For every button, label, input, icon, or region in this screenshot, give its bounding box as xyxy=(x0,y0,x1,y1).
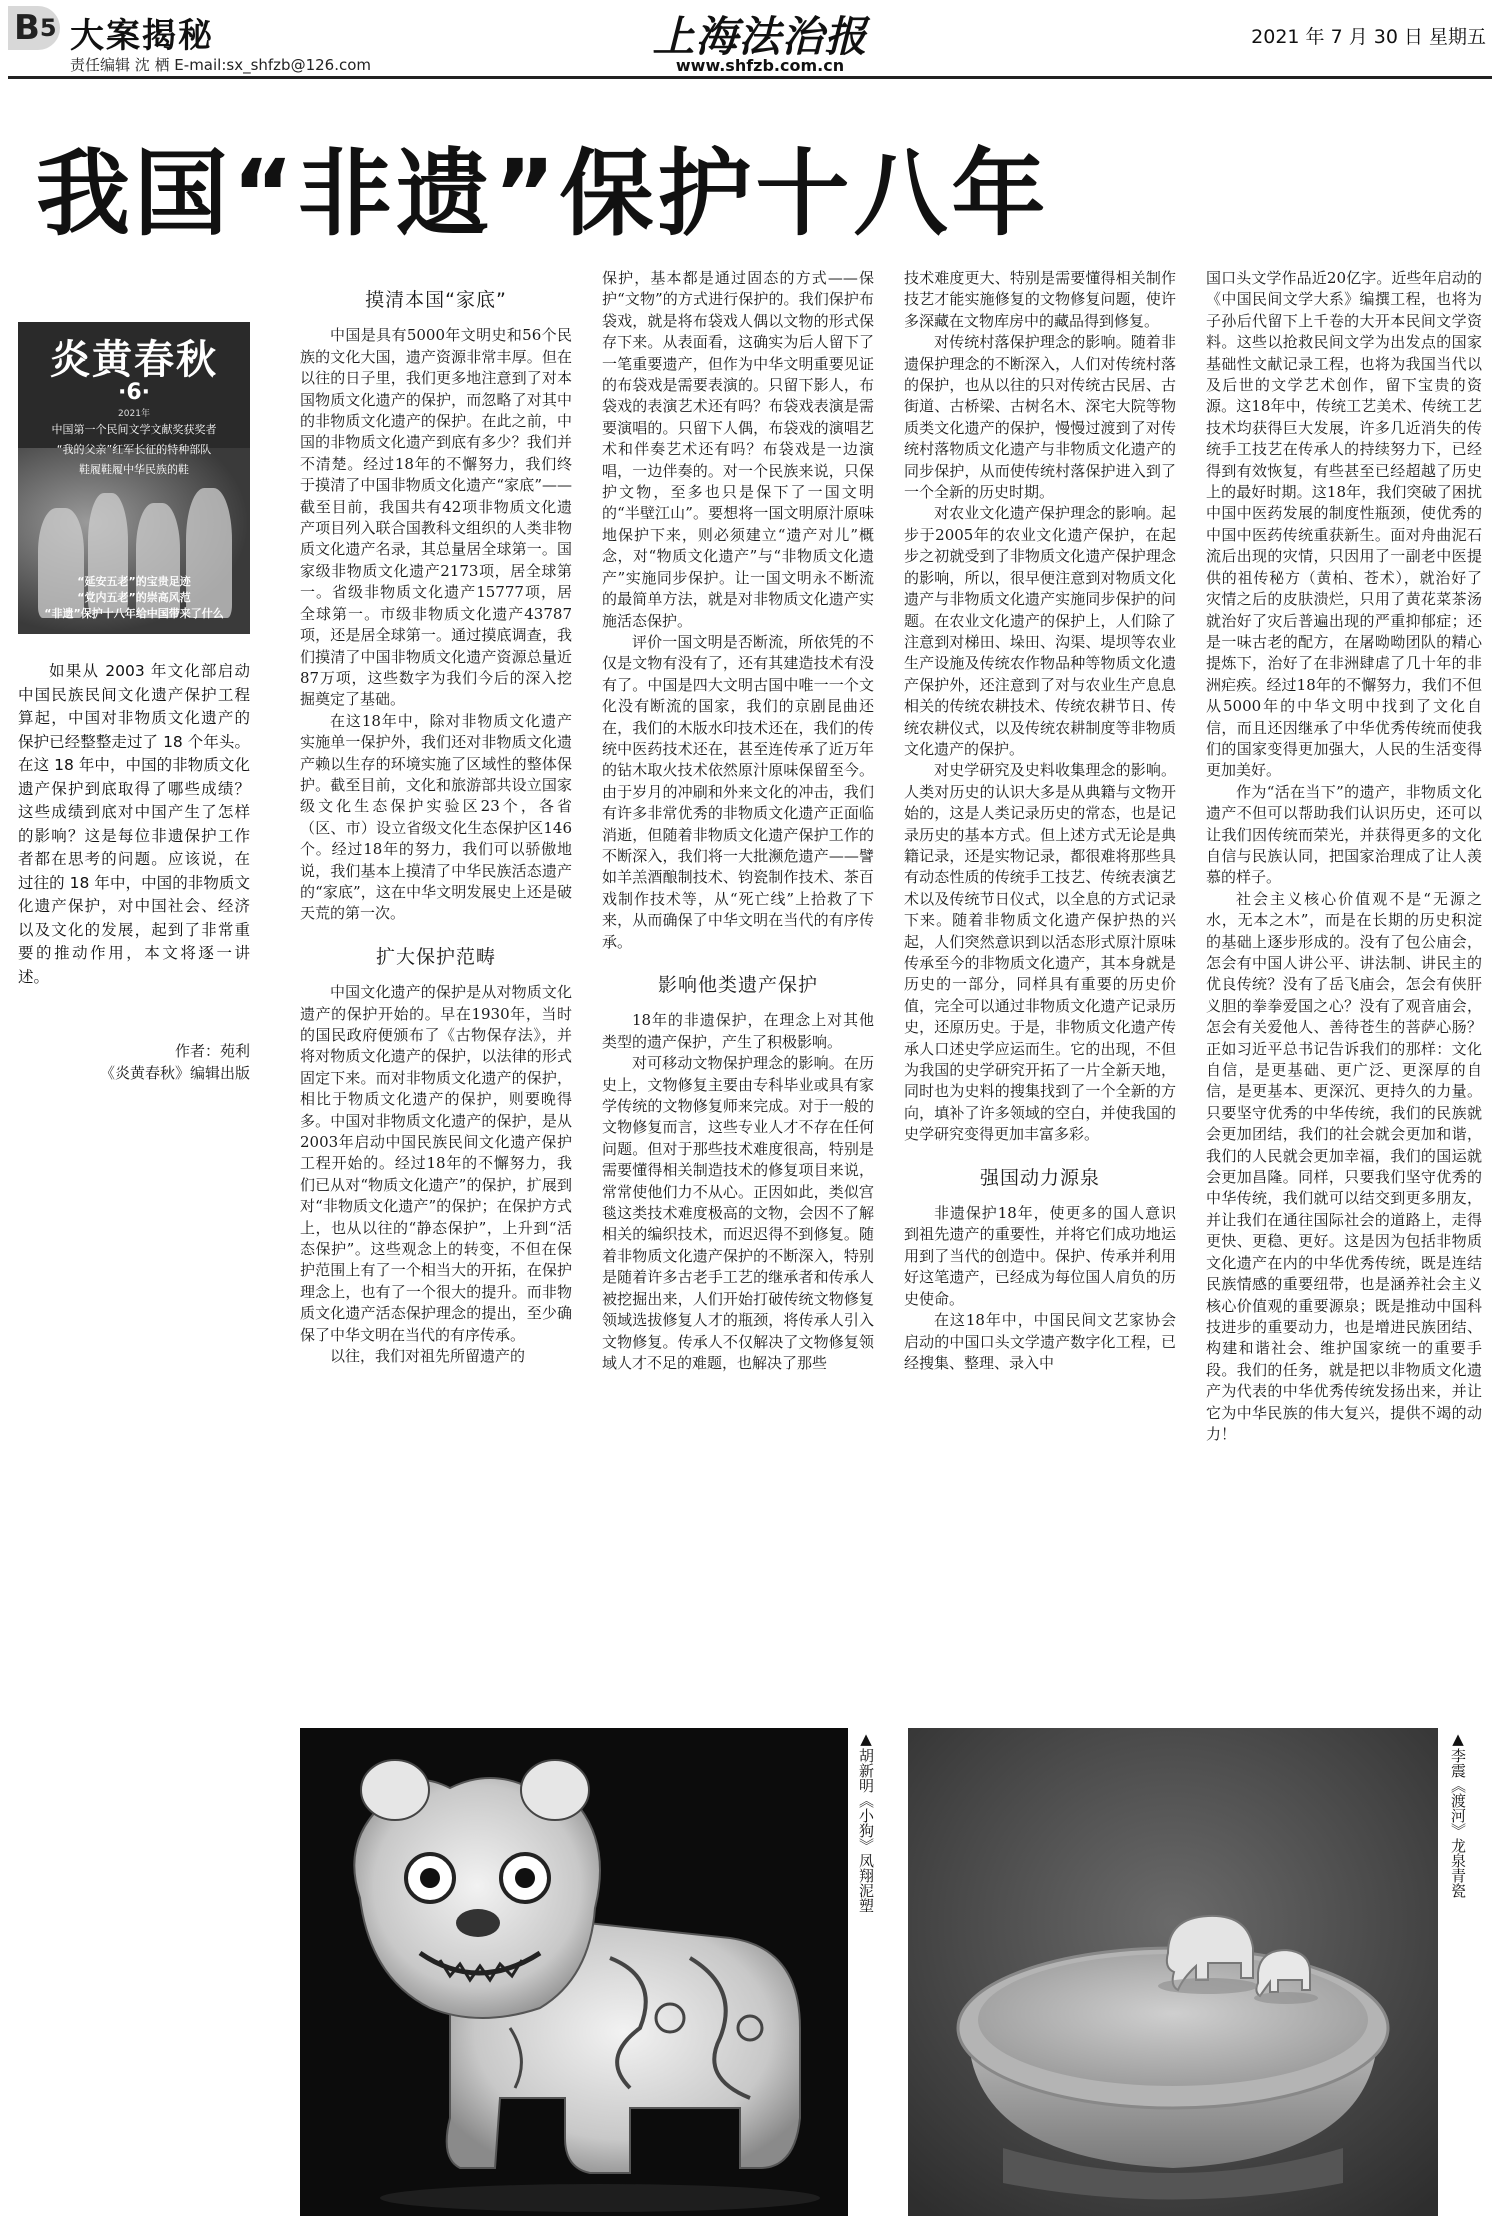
article-column-1 xyxy=(300,290,572,1368)
cover-bottom-3: “非遗”保护十八年给中国带来了什么 xyxy=(44,607,224,620)
celadon-bowl-illustration xyxy=(908,1728,1438,2216)
paragraph: 以往，我们对祖先所留遗产的 xyxy=(330,1347,526,1366)
caption-dog: ▲胡新明《小狗》凤翔泥塑 xyxy=(857,1730,875,1913)
website: www.shfzb.com.cn xyxy=(675,56,845,75)
cover-year: 2021年 xyxy=(118,409,150,419)
paragraph: 作为“活在当下”的遗产，非物质文化遗产不但可以帮助我们认识历史，还可以让我们因传统而荣光，并获得更多的文化自信与民族认同，把国家治理成了让人羡慕的样子。 xyxy=(1206,782,1482,887)
paragraph: 在这18年中，中国民间文艺家协会启动的中国口头文学遗产数字化工程，已经搜集、整理、录入中 xyxy=(904,1311,1176,1372)
paragraph: 非遗保护18年，使更多的国人意识到祖先遗产的重要性，并将它们成功地运用到了当代的创造中。保护、传承并利用好这笔遗产，已经成为每位国人肩负的历史使命。 xyxy=(904,1204,1176,1308)
celadon-bowl-photo xyxy=(908,1728,1438,2216)
paragraph: 对农业文化遗产保护理念的影响。起步于2005年的农业文化遗产保护，在起步之初就受到了非物质文化遗产保护理念的影响，所以，很早便注意到对物质文化遗产与非物质文化遗产实施同步保护的问题。在农业文化遗产的保护上，人们除了注意到对梯田、垛田、沟渠、堤坝等农业生产设施及传统农作物品种等物质文化遗产保护外，还注意到了对与农业生产息息相关的传统农耕技术、传统农耕节日、传统农耕仪式，以及传统农耕制度等非物质文化遗产的保护。 xyxy=(904,504,1176,758)
masthead: 上海法治报 xyxy=(652,12,868,61)
cover-line-2: “我的父亲”红军长征的特种部队 xyxy=(56,443,212,456)
paragraph: 对可移动文物保护理念的影响。在历史上，文物修复主要由专科毕业或具有家学传统的文物修复师来完成。对于一般的文物修复而言，这些专业人才不存在任何问题。但对于那些技术难度很高，特别是需要懂得相关制造技术的修复项目来说，常常使他们力不从心。正因如此，类似宫毯这类技术难度极高的文物，会因不了解相关的编织技术，而迟迟得不到修复。随着非物质文化遗产保护的不断深入，特别是随着许多古老手工艺的继承者和传承人被挖掘出来，人们开始打破传统文物修复领域选拔修复人才的瓶颈，将传承人引入文物修复。传承人不仅解决了文物修复领域人才不足的难题，也解决了那些 xyxy=(602,1054,874,1372)
cover-bottom-1: “延安五老”的宝贵足迹 xyxy=(77,575,191,588)
cover-bottom-2: “党内五老”的崇高风范 xyxy=(77,591,191,604)
paragraph: 评价一国文明是否断流，所依凭的不仅是文物有没有了，还有其建造技术有没有了。中国是四大文明古国中唯一一个文化没有断流的国家，我们的京剧昆曲还在，我们的木版水印技术还在，我们的传统中医药技术还在，甚至连传承了近万年的钻木取火技术依然原汁原味保留至今。由于岁月的冲刷和外来文化的冲击，我们有许多非常优秀的非物质文化遗产正面临消逝，但随着非物质文化遗产保护工作的不断深入，我们将一大批濒危遗产——譬如羊羔酒酿制技术、钧瓷制作技术、茶百戏制作技术等，从“死亡线”上拾救了下来，从而确保了中华文明在当代的有序传承。 xyxy=(602,632,874,951)
paragraph: 对传统村落保护理念的影响。随着非遗保护理念的不断深入，人们对传统村落的保护，也从以往的只对传统古民居、古街道、古桥梁、古树名木、深宅大院等物质类文化遗产的保护，慢慢过渡到了对传统村落物质文化遗产与非物质文化遗产的同步保护，从而使传统村落保护进入到了一个全新的历史时期。 xyxy=(904,333,1176,502)
subhead-2: 扩大保护范畴 xyxy=(375,945,496,968)
page-letter: B xyxy=(14,8,40,48)
paragraph: 中国文化遗产的保护是从对物质文化遗产的保护开始的。早在1930年，当时的国民政府便颁布了《古物保存法》，并将对物质文化遗产的保护，以法律的形式固定下来。而对非物质文化遗产的保护，相比于物质文化遗产的保护，则要晚得多。中国对非物质文化遗产的保护，是从2003年启动中国民族民间文化遗产保护工程开始的。经过18年的不懈努力，我们已从对“物质文化遗产”的保护，扩展到对“非物质文化遗产”的保护；在保护方式上，也从以往的“静态保护”，上升到“活态保护”。这些观念上的转变，不但在保护范围上有了一个相当大的开拓，在保护理念上，也有了一个很大的提升。而非物质文化遗产活态保护理念的提出，至少确保了中华文明在当代的有序传承。 xyxy=(300,983,572,1344)
paragraph: 对史学研究及史料收集理念的影响。人类对历史的认识大多是从典籍与文物开始的，这是人类记录历史的常态，也是记录历史的基本方式。但上述方式无论是典籍记录，还是实物记录，都很难将那些具有动态性质的传统手工技艺、传统表演艺术以及传统节日仪式，以全息的方式记录下来。随着非物质文化遗产保护热的兴起，人们突然意识到以活态形式原汁原味传承至今的非物质文化遗产，其本身就是历史的一部分，同样具有重要的历史价值，完全可以通过非物质文化遗产记录历史，还原历史。于是，非物质文化遗产传承人口述史学应运而生。它的出现，不但为我国的史学研究开拓了一片全新天地，同时也为史料的搜集找到了一个全新的方向，填补了许多领域的空白，并使我国的史学研究变得更加丰富多彩。 xyxy=(904,761,1176,1144)
section-title: 大案揭秘 xyxy=(70,16,214,56)
paragraph: 在这18年中，除对非物质文化遗产实施单一保护外，我们还对非物质文化遗产赖以生存的环境实施了区域性的整体保护。截至目前，文化和旅游部共设立国家级文化生态保护实验区23个，各省（区、市）设立省级文化生态保护区146个。经过18年的努力，我们可以骄傲地说，我们基本上摸清了中华民族活态遗产的“家底”，这在中华文明发展史上还是破天荒的第一次。 xyxy=(300,711,572,923)
caption-bowl: ▲李震《渡河》龙泉青瓷 xyxy=(1449,1730,1467,1898)
paragraph: 18年的非遗保护，在理念上对其他类型的遗产保护，产生了积极影响。 xyxy=(602,1011,874,1051)
cover-line-3: 鞋履鞋履中华民族的鞋 xyxy=(79,463,189,476)
author-name: 作者：苑利 xyxy=(174,1042,250,1060)
paragraph: 社会主义核心价值观不是“无源之水，无本之木”，而是在长期的历史积淀的基础上逐步形成的。没有了包公庙会，怎会有中国人讲公平、讲法制、讲民主的优良传统？没有了岳飞庙会，怎会有侠肝义胆的拳拳爱国之心？没有了观音庙会，怎会有关爱他人、善待苍生的菩萨心肠？正如习近平总书记告诉我们的那样：文化自信，是更基础、更广泛、更深厚的自信，是更基本、更深沉、更持久的力量。只要坚守优秀的中华传统，我们的民族就会更加团结，我们的社会就会更加和谐，我们的人民就会更加幸福，我们的国运就会更加昌隆。同样，只要我们坚守优秀的中华传统，我们就可以结交到更多朋友，并让我们在通往国际社会的道路上，走得更快、更稳、更好。这是因为包括非物质文化遗产在内的中华优秀传统，既是连结民族情感的重要纽带，也是涵养社会主义核心价值观的重要源泉；既是推动中国科技进步的重要动力，也是增进民族团结、构建和谐社会、维护国家统一的重要手段。我们的任务，就是把以非物质文化遗产为代表的中华优秀传统发扬出来，并让它为中华民族的伟大复兴，提供不竭的动力！ xyxy=(1206,889,1482,1443)
intro-author xyxy=(18,1040,250,1084)
intro-lead: 如果从 2003 年文化部启动中国民族民间文化遗产保护工程算起，中国对非物质文化遗产的保护已经整整走过了 18 个年头。在这 18 年中，中国的非物质文化遗产保护到底取得了哪些成绩？这些成绩到底对中国产生了怎样的影响？这是每位非遗保护工作者都在思考的问题。应该说，在过往的 18 年中，中国的非物质文化遗产保护，对中国社会、经济以及文化的发展，起到了非常重要的推动作用，本文将逐一讲述。 xyxy=(18,662,250,986)
cover-line-1: 中国第一个民间文学文献奖获奖者 xyxy=(51,423,217,436)
paragraph: 国口头文学作品近20亿字。近些年启动的《中国民间文学大系》编撰工程，也将为子孙后代留下上千卷的大开本民间文学资料。这些以抢救民间文学为出发点的国家基础性文献记录工程，也将为我国当代以及后世的文学艺术创作，留下宝贵的资源。这18年中，传统工艺美术、传统工艺技术均获得巨大发展，许多几近消失的传统手工技艺在传承人的持续努力下，已经得到有效恢复，有些甚至已经超越了历史上的最好时期。这18年，我们突破了困扰中国中医药发展的制度性瓶颈，使优秀的中国中医药传统重获新生。面对舟曲泥石流后出现的灾情，只因用了一副老中医提供的祖传秘方（黄柏、苍术），就治好了灾情之后的皮肤溃烂，只用了黄花菜茶汤就治好了灾后普遍出现的严重抑郁症；还是一味古老的配方，在屠呦呦团队的精心提炼下，治好了在非洲肆虐了几十年的非洲疟疾。经过18年的不懈努力，我们不但从5000年的中华文明中找到了文化自信，而且还因继承了中华优秀传统而使我们的国家变得更加强大，人民的生活变得更加美好。 xyxy=(1206,269,1482,780)
paragraph: 技术难度更大、特别是需要懂得相关制作技艺才能实施修复的文物修复问题，使许多深藏在文物库房中的藏品得到修复。 xyxy=(904,269,1176,330)
cover-title: 炎黄春秋 xyxy=(50,337,218,383)
article-column-2 xyxy=(602,268,874,1374)
subhead-4: 强国动力源泉 xyxy=(979,1166,1100,1189)
page-number-tab xyxy=(8,6,60,50)
editor-line: 责任编辑 沈 栖 E-mail:sx_shfzb@126.com xyxy=(70,56,372,74)
paragraph: 中国是具有5000年文明史和56个民族的文化大国，遗产资源非常丰厚。但在以往的日子里，我们更多地注意到了对本国物质文化遗产的保护，而忽略了对其中的非物质文化遗产的保护。在此之前，中国的非物质文化遗产到底有多少？我们并不清楚。经过18年的不懈努力，我们终于摸清了中国非物质文化遗产“家底”——截至目前，我国共有42项非物质文化遗产项目列入联合国教科文组织的人类非物质文化遗产名录，其总量居全球第一。国家级非物质文化遗产2173项，居全球第一。省级非物质文化遗产15777项，居全球第一。市级非物质文化遗产43787项，还是居全球第一。通过摸底调查，我们摸清了中国非物质文化遗产资源总量近87万项，这些数字为我们今后的深入挖掘奠定了基础。 xyxy=(300,326,572,709)
subhead-1: 摸清本国“家底” xyxy=(365,289,507,311)
cover-issue: ·6· xyxy=(117,380,151,405)
article-column-4 xyxy=(1206,268,1482,1445)
article-column-3 xyxy=(904,268,1176,1374)
headline: 我国“非遗”保护十八年 xyxy=(36,140,1050,249)
header-rule xyxy=(8,76,1492,79)
magazine-cover xyxy=(18,322,250,634)
subhead-3: 影响他类遗产保护 xyxy=(657,974,818,996)
clay-dog-illustration xyxy=(300,1728,848,2216)
clay-dog-photo xyxy=(300,1728,848,2216)
issue-date: 2021 年 7 月 30 日 星期五 xyxy=(1251,26,1486,48)
paragraph: 保护，基本都是通过固态的方式——保护“文物”的方式进行保护的。我们保护布袋戏，就是将布袋戏人偶以文物的形式保存下来。从表面看，这确实为后人留下了一笔重要遗产，但作为中华文明重要见证的布袋戏是需要表演的。只留下影人，布袋戏的表演艺术还有吗？布袋戏表演是需要演唱的。只留下人偶，布袋戏的演唱艺术和伴奏艺术还有吗？布袋戏是一边演唱，一边伴奏的。对一个民族来说，只保护文物，至多也只是保下了一国文明的“半壁江山”。要想将一国文明原汁原味地保护下来，则必须建立“遗产对儿”概念，对“物质文化遗产”与“非物质文化遗产”实施同步保护。让一国文明永不断流的最简单方法，就是对非物质文化遗产实施活态保护。 xyxy=(602,269,874,630)
page-number: 5 xyxy=(39,14,57,42)
author-org: 《炎黄春秋》编辑出版 xyxy=(99,1064,250,1082)
